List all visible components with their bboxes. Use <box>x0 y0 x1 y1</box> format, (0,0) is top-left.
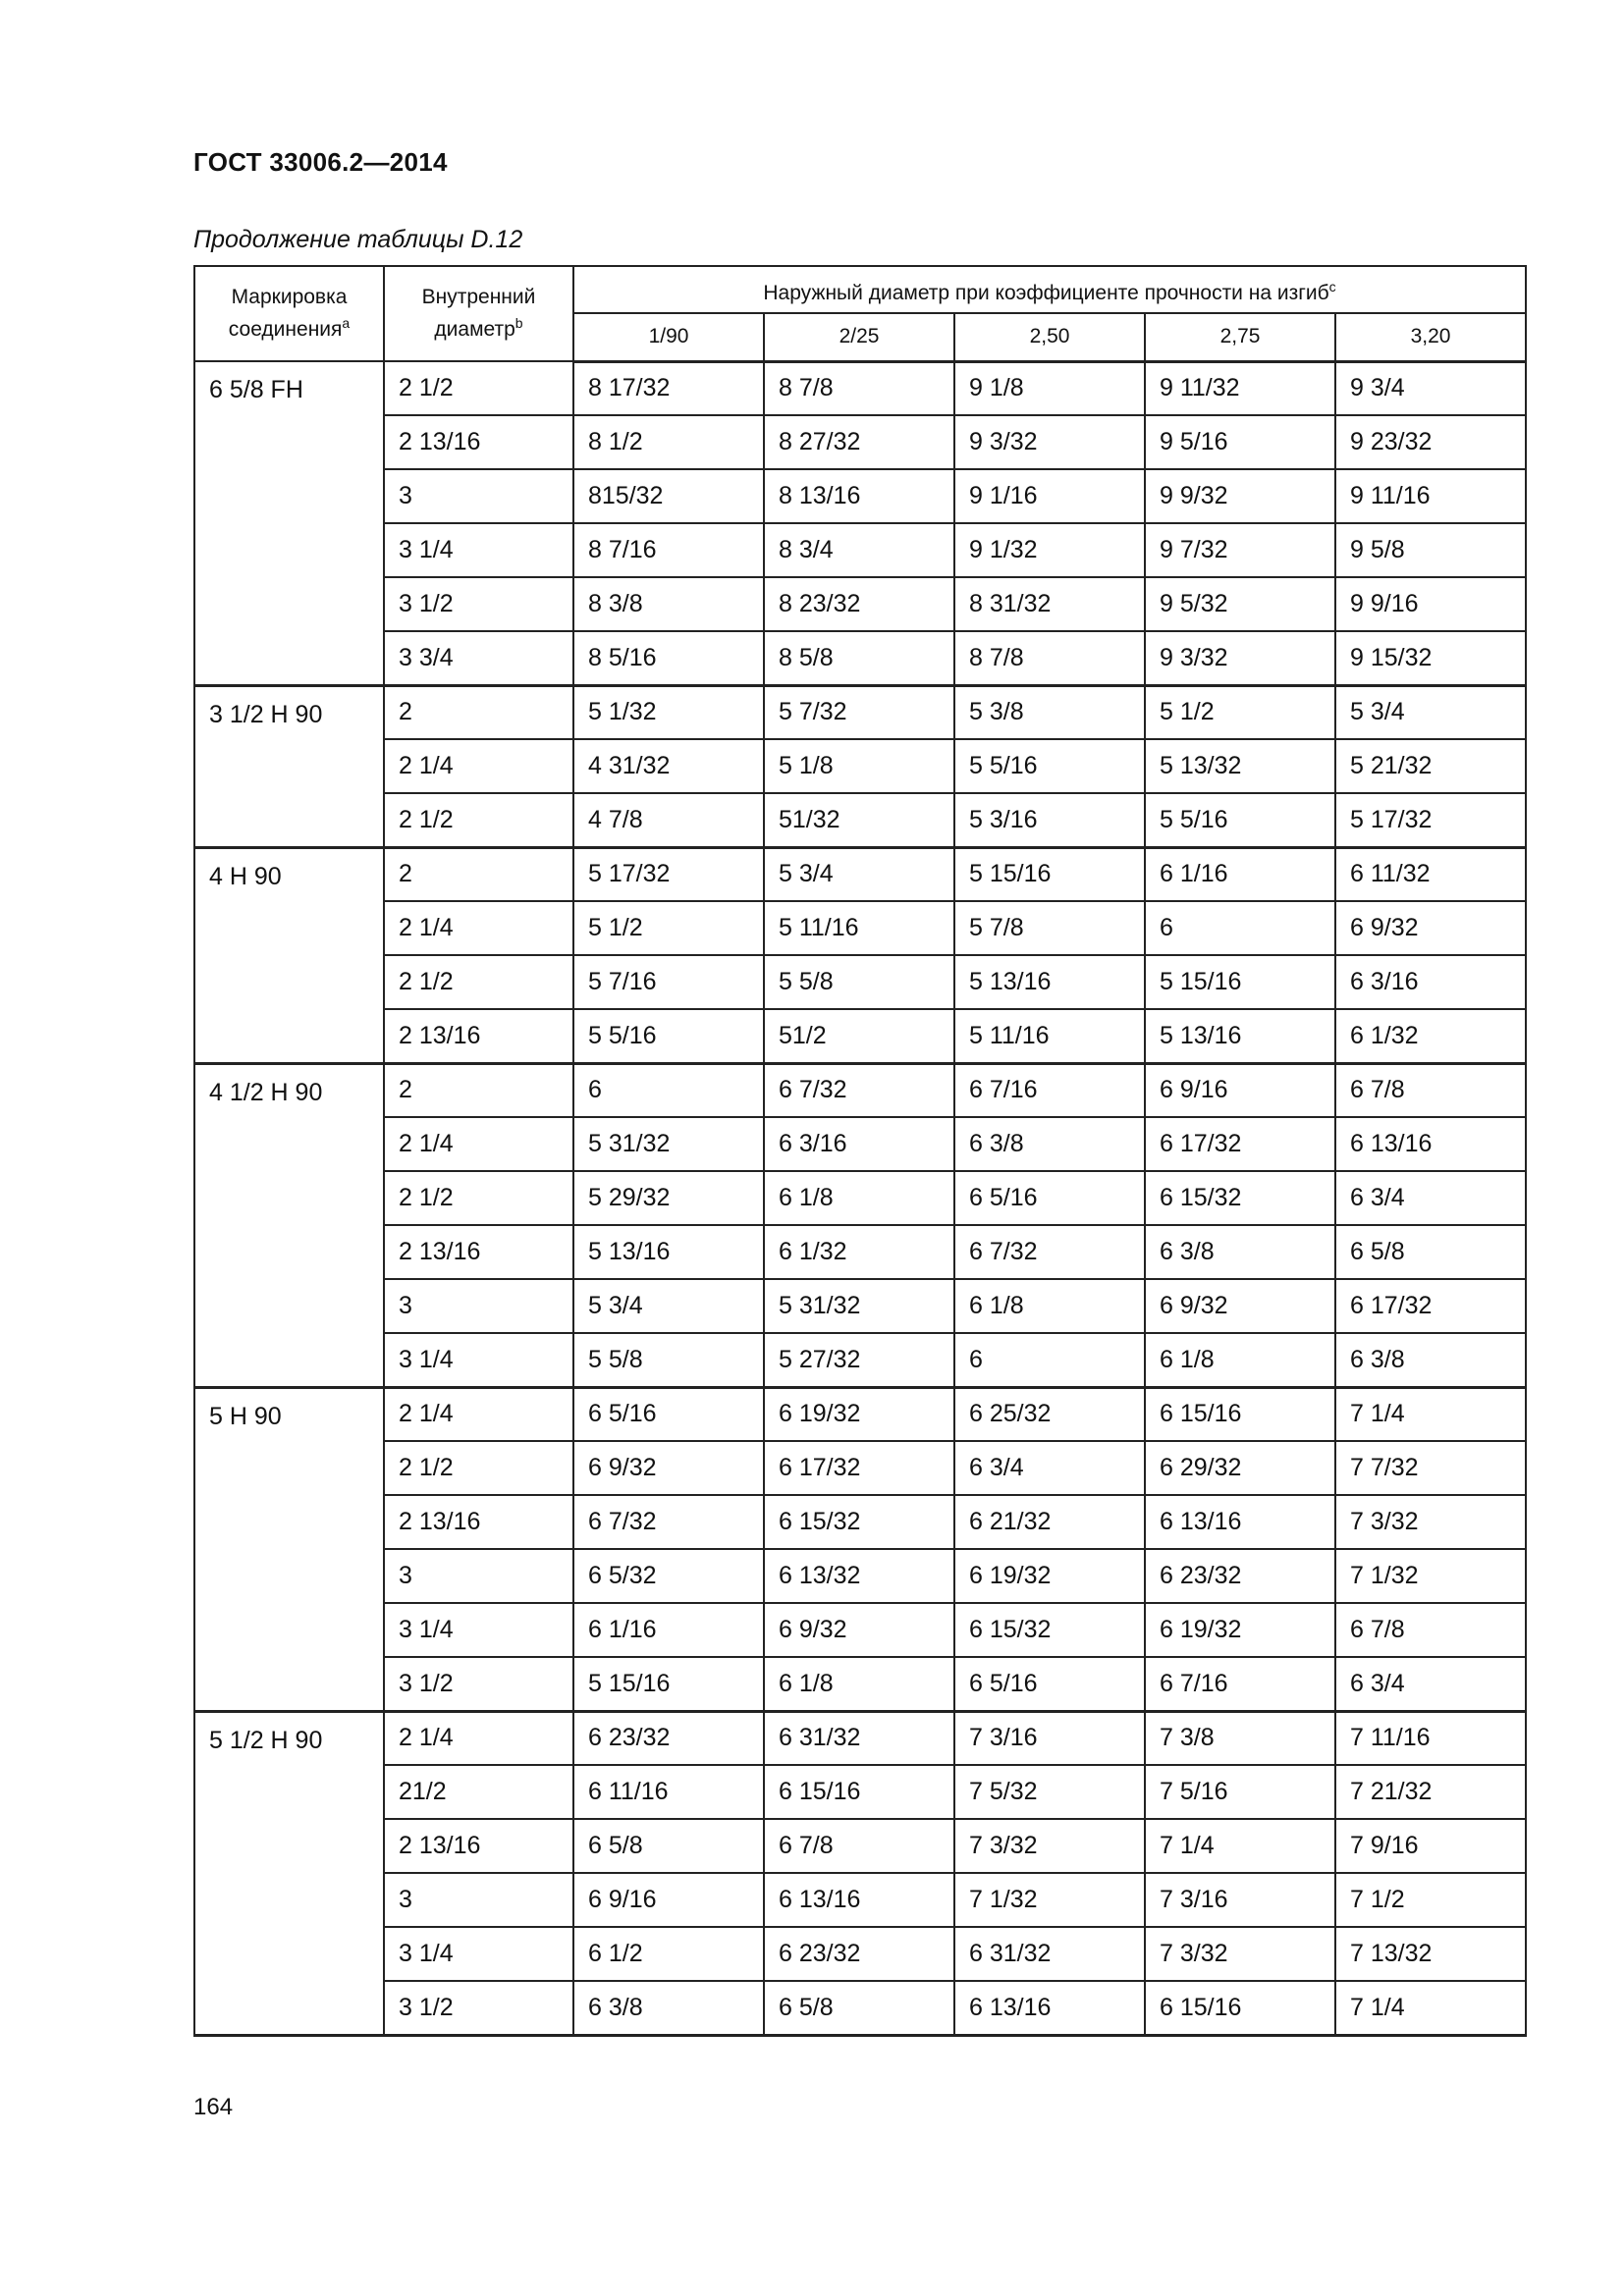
outer-diameter-cell: 9 1/16 <box>954 469 1145 523</box>
outer-diameter-cell: 6 7/16 <box>954 1063 1145 1117</box>
outer-diameter-cell: 7 3/16 <box>954 1711 1145 1765</box>
outer-diameter-cell: 6 23/32 <box>764 1927 954 1981</box>
outer-diameter-cell: 6 1/32 <box>764 1225 954 1279</box>
outer-diameter-cell: 51/32 <box>764 793 954 847</box>
outer-diameter-cell: 5 11/16 <box>954 1009 1145 1063</box>
outer-diameter-cell: 6 13/32 <box>764 1549 954 1603</box>
table-row <box>194 1603 1526 1657</box>
outer-diameter-cell: 6 21/32 <box>954 1495 1145 1549</box>
outer-diameter-cell: 5 29/32 <box>573 1171 764 1225</box>
outer-diameter-cell: 7 3/8 <box>1145 1711 1335 1765</box>
outer-diameter-cell: 7 1/32 <box>1335 1549 1526 1603</box>
document-header: ГОСТ 33006.2—2014 <box>193 147 448 177</box>
table-row <box>194 1441 1526 1495</box>
outer-diameter-cell: 6 7/32 <box>764 1063 954 1117</box>
inner-diameter-cell: 2 13/16 <box>384 1495 573 1549</box>
table-row <box>194 847 1526 901</box>
outer-diameter-cell: 8 3/8 <box>573 577 764 631</box>
outer-diameter-cell: 6 3/4 <box>1335 1171 1526 1225</box>
outer-diameter-cell: 6 17/32 <box>1335 1279 1526 1333</box>
inner-diameter-cell: 3 <box>384 1873 573 1927</box>
outer-diameter-cell: 6 13/16 <box>1145 1495 1335 1549</box>
table-row <box>194 1819 1526 1873</box>
outer-diameter-cell: 9 9/16 <box>1335 577 1526 631</box>
outer-diameter-cell: 6 23/32 <box>573 1711 764 1765</box>
outer-diameter-cell: 6 1/32 <box>1335 1009 1526 1063</box>
outer-diameter-cell: 5 5/8 <box>764 955 954 1009</box>
outer-diameter-cell: 6 3/8 <box>573 1981 764 2035</box>
table-row <box>194 577 1526 631</box>
outer-diameter-cell: 7 11/16 <box>1335 1711 1526 1765</box>
outer-diameter-cell: 9 9/32 <box>1145 469 1335 523</box>
header-ratio: 2/25 <box>764 313 954 361</box>
table-row <box>194 1387 1526 1441</box>
inner-diameter-cell: 2 1/2 <box>384 793 573 847</box>
inner-diameter-cell: 21/2 <box>384 1765 573 1819</box>
outer-diameter-cell: 6 3/4 <box>954 1441 1145 1495</box>
outer-diameter-cell: 4 31/32 <box>573 739 764 793</box>
outer-diameter-cell: 9 5/32 <box>1145 577 1335 631</box>
outer-diameter-cell: 5 3/4 <box>764 847 954 901</box>
outer-diameter-cell: 9 3/32 <box>954 415 1145 469</box>
table-row <box>194 1333 1526 1387</box>
outer-diameter-cell: 5 3/4 <box>573 1279 764 1333</box>
inner-diameter-cell: 2 1/2 <box>384 1441 573 1495</box>
header-ratio: 2,50 <box>954 313 1145 361</box>
outer-diameter-cell: 6 1/8 <box>954 1279 1145 1333</box>
outer-diameter-cell: 6 17/32 <box>1145 1117 1335 1171</box>
outer-diameter-cell: 7 5/32 <box>954 1765 1145 1819</box>
connection-marking-cell: 5 1/2 H 90 <box>194 1711 384 2035</box>
outer-diameter-cell: 6 3/8 <box>954 1117 1145 1171</box>
outer-diameter-cell: 6 9/32 <box>573 1441 764 1495</box>
inner-diameter-cell: 3 1/2 <box>384 1657 573 1711</box>
inner-diameter-cell: 2 13/16 <box>384 1009 573 1063</box>
table-row <box>194 1279 1526 1333</box>
table-row <box>194 1657 1526 1711</box>
inner-diameter-cell: 3 3/4 <box>384 631 573 685</box>
outer-diameter-cell: 5 17/32 <box>1335 793 1526 847</box>
table-row <box>194 1873 1526 1927</box>
outer-diameter-cell: 5 1/2 <box>573 901 764 955</box>
outer-diameter-cell: 6 1/2 <box>573 1927 764 1981</box>
inner-diameter-cell: 2 1/4 <box>384 1117 573 1171</box>
table-row <box>194 793 1526 847</box>
outer-diameter-cell: 7 13/32 <box>1335 1927 1526 1981</box>
table-header <box>194 266 1526 361</box>
outer-diameter-cell: 9 7/32 <box>1145 523 1335 577</box>
outer-diameter-cell: 7 1/2 <box>1335 1873 1526 1927</box>
outer-diameter-cell: 7 1/4 <box>1335 1387 1526 1441</box>
outer-diameter-cell: 5 13/16 <box>573 1225 764 1279</box>
inner-diameter-cell: 3 1/4 <box>384 1927 573 1981</box>
outer-diameter-cell: 7 3/16 <box>1145 1873 1335 1927</box>
table-row <box>194 361 1526 415</box>
connection-marking-cell: 5 H 90 <box>194 1387 384 1711</box>
outer-diameter-cell: 5 3/16 <box>954 793 1145 847</box>
outer-diameter-cell: 6 <box>954 1333 1145 1387</box>
outer-diameter-cell: 6 19/32 <box>954 1549 1145 1603</box>
outer-diameter-cell: 9 23/32 <box>1335 415 1526 469</box>
outer-diameter-cell: 8 5/16 <box>573 631 764 685</box>
outer-diameter-cell: 6 1/16 <box>573 1603 764 1657</box>
outer-diameter-cell: 6 11/16 <box>573 1765 764 1819</box>
outer-diameter-cell: 6 7/32 <box>573 1495 764 1549</box>
header-outer-diameter-footnote: c <box>1328 278 1336 294</box>
inner-diameter-cell: 2 1/4 <box>384 1387 573 1441</box>
inner-diameter-cell: 3 1/2 <box>384 577 573 631</box>
outer-diameter-cell: 6 15/16 <box>1145 1981 1335 2035</box>
outer-diameter-cell: 6 9/16 <box>573 1873 764 1927</box>
outer-diameter-cell: 6 5/16 <box>573 1387 764 1441</box>
outer-diameter-cell: 9 5/16 <box>1145 415 1335 469</box>
outer-diameter-cell: 7 21/32 <box>1335 1765 1526 1819</box>
outer-diameter-cell: 7 1/4 <box>1335 1981 1526 2035</box>
table-row <box>194 739 1526 793</box>
outer-diameter-cell: 6 15/32 <box>1145 1171 1335 1225</box>
connection-marking-cell: 6 5/8 FH <box>194 361 384 685</box>
outer-diameter-cell: 8 3/4 <box>764 523 954 577</box>
outer-diameter-cell: 6 17/32 <box>764 1441 954 1495</box>
header-ratio: 2,75 <box>1145 313 1335 361</box>
outer-diameter-cell: 5 5/16 <box>573 1009 764 1063</box>
outer-diameter-cell: 6 7/8 <box>764 1819 954 1873</box>
outer-diameter-cell: 5 7/32 <box>764 685 954 739</box>
outer-diameter-cell: 6 15/16 <box>1145 1387 1335 1441</box>
outer-diameter-cell: 7 3/32 <box>1145 1927 1335 1981</box>
header-outer-diameter <box>573 266 1526 313</box>
outer-diameter-cell: 9 11/16 <box>1335 469 1526 523</box>
inner-diameter-cell: 3 <box>384 1279 573 1333</box>
outer-diameter-cell: 6 3/16 <box>1335 955 1526 1009</box>
table-row <box>194 685 1526 739</box>
outer-diameter-cell: 5 1/2 <box>1145 685 1335 739</box>
table-row <box>194 1117 1526 1171</box>
outer-diameter-cell: 6 29/32 <box>1145 1441 1335 1495</box>
outer-diameter-cell: 5 31/32 <box>764 1279 954 1333</box>
outer-diameter-cell: 5 13/16 <box>1145 1009 1335 1063</box>
outer-diameter-cell: 7 9/16 <box>1335 1819 1526 1873</box>
outer-diameter-cell: 6 7/32 <box>954 1225 1145 1279</box>
outer-diameter-cell: 5 27/32 <box>764 1333 954 1387</box>
outer-diameter-cell: 6 5/16 <box>954 1657 1145 1711</box>
outer-diameter-cell: 8 1/2 <box>573 415 764 469</box>
outer-diameter-cell: 6 13/16 <box>1335 1117 1526 1171</box>
table-body <box>194 361 1526 2035</box>
outer-diameter-cell: 6 5/32 <box>573 1549 764 1603</box>
inner-diameter-cell: 2 1/4 <box>384 1711 573 1765</box>
table-row <box>194 469 1526 523</box>
outer-diameter-cell: 6 15/32 <box>764 1495 954 1549</box>
outer-diameter-cell: 5 15/16 <box>1145 955 1335 1009</box>
outer-diameter-cell: 6 1/8 <box>764 1171 954 1225</box>
inner-diameter-cell: 3 1/4 <box>384 1333 573 1387</box>
outer-diameter-cell: 6 <box>1145 901 1335 955</box>
connection-marking-cell: 3 1/2 H 90 <box>194 685 384 847</box>
outer-diameter-cell: 6 <box>573 1063 764 1117</box>
table-row <box>194 1171 1526 1225</box>
inner-diameter-cell: 2 1/4 <box>384 901 573 955</box>
header-marking-footnote: a <box>342 315 351 331</box>
outer-diameter-cell: 6 5/8 <box>573 1819 764 1873</box>
inner-diameter-cell: 2 <box>384 1063 573 1117</box>
outer-diameter-cell: 5 1/32 <box>573 685 764 739</box>
inner-diameter-cell: 3 <box>384 469 573 523</box>
header-marking-text: Маркировка соединения <box>228 286 348 341</box>
inner-diameter-cell: 3 1/4 <box>384 1603 573 1657</box>
outer-diameter-cell: 9 3/32 <box>1145 631 1335 685</box>
outer-diameter-cell: 6 7/16 <box>1145 1657 1335 1711</box>
outer-diameter-cell: 7 7/32 <box>1335 1441 1526 1495</box>
outer-diameter-cell: 6 31/32 <box>764 1711 954 1765</box>
outer-diameter-cell: 7 3/32 <box>954 1819 1145 1873</box>
table-row <box>194 1765 1526 1819</box>
outer-diameter-cell: 6 9/32 <box>1145 1279 1335 1333</box>
table-row <box>194 1711 1526 1765</box>
table-row <box>194 1981 1526 2035</box>
outer-diameter-cell: 5 1/8 <box>764 739 954 793</box>
inner-diameter-cell: 2 13/16 <box>384 1225 573 1279</box>
connection-marking-cell: 4 1/2 H 90 <box>194 1063 384 1387</box>
outer-diameter-cell: 51/2 <box>764 1009 954 1063</box>
inner-diameter-cell: 2 <box>384 847 573 901</box>
outer-diameter-cell: 5 15/16 <box>954 847 1145 901</box>
outer-diameter-cell: 9 11/32 <box>1145 361 1335 415</box>
outer-diameter-cell: 8 31/32 <box>954 577 1145 631</box>
inner-diameter-cell: 2 1/4 <box>384 739 573 793</box>
inner-diameter-cell: 3 1/2 <box>384 1981 573 2035</box>
table-row <box>194 1495 1526 1549</box>
outer-diameter-cell: 6 1/8 <box>1145 1333 1335 1387</box>
outer-diameter-cell: 6 9/32 <box>764 1603 954 1657</box>
outer-diameter-cell: 5 7/8 <box>954 901 1145 955</box>
page-number: 164 <box>193 2094 234 2120</box>
inner-diameter-cell: 3 1/4 <box>384 523 573 577</box>
outer-diameter-cell: 5 11/16 <box>764 901 954 955</box>
outer-diameter-cell: 8 7/16 <box>573 523 764 577</box>
outer-diameter-cell: 6 11/32 <box>1335 847 1526 901</box>
outer-diameter-cell: 8 7/8 <box>764 361 954 415</box>
outer-diameter-cell: 7 1/32 <box>954 1873 1145 1927</box>
data-table <box>193 265 1527 2037</box>
inner-diameter-cell: 2 13/16 <box>384 1819 573 1873</box>
outer-diameter-cell: 5 13/32 <box>1145 739 1335 793</box>
connection-marking-cell: 4 H 90 <box>194 847 384 1063</box>
outer-diameter-cell: 7 5/16 <box>1145 1765 1335 1819</box>
header-ratio: 3,20 <box>1335 313 1526 361</box>
table-row <box>194 1009 1526 1063</box>
outer-diameter-cell: 6 23/32 <box>1145 1549 1335 1603</box>
table-row <box>194 955 1526 1009</box>
table-row <box>194 901 1526 955</box>
header-ratio: 1/90 <box>573 313 764 361</box>
outer-diameter-cell: 5 5/16 <box>954 739 1145 793</box>
outer-diameter-cell: 9 1/8 <box>954 361 1145 415</box>
outer-diameter-cell: 6 1/8 <box>764 1657 954 1711</box>
header-inner-diameter-text: Внутренний диаметр <box>421 286 536 341</box>
outer-diameter-cell: 6 7/8 <box>1335 1063 1526 1117</box>
header-marking <box>194 266 384 361</box>
outer-diameter-cell: 7 1/4 <box>1145 1819 1335 1873</box>
table-row <box>194 631 1526 685</box>
outer-diameter-cell: 6 5/8 <box>764 1981 954 2035</box>
inner-diameter-cell: 2 1/2 <box>384 361 573 415</box>
outer-diameter-cell: 5 17/32 <box>573 847 764 901</box>
table-row <box>194 523 1526 577</box>
outer-diameter-cell: 6 3/8 <box>1335 1333 1526 1387</box>
inner-diameter-cell: 2 <box>384 685 573 739</box>
outer-diameter-cell: 5 13/16 <box>954 955 1145 1009</box>
outer-diameter-cell: 6 19/32 <box>764 1387 954 1441</box>
outer-diameter-cell: 9 3/4 <box>1335 361 1526 415</box>
outer-diameter-cell: 6 13/16 <box>764 1873 954 1927</box>
outer-diameter-cell: 5 21/32 <box>1335 739 1526 793</box>
outer-diameter-cell: 9 15/32 <box>1335 631 1526 685</box>
outer-diameter-cell: 6 25/32 <box>954 1387 1145 1441</box>
outer-diameter-cell: 6 3/8 <box>1145 1225 1335 1279</box>
outer-diameter-cell: 8 5/8 <box>764 631 954 685</box>
outer-diameter-cell: 9 5/8 <box>1335 523 1526 577</box>
outer-diameter-cell: 6 5/16 <box>954 1171 1145 1225</box>
outer-diameter-cell: 8 13/16 <box>764 469 954 523</box>
table-caption: Продолжение таблицы D.12 <box>193 226 523 253</box>
outer-diameter-cell: 6 9/16 <box>1145 1063 1335 1117</box>
outer-diameter-cell: 8 27/32 <box>764 415 954 469</box>
table-row <box>194 1549 1526 1603</box>
inner-diameter-cell: 2 1/2 <box>384 955 573 1009</box>
outer-diameter-cell: 5 15/16 <box>573 1657 764 1711</box>
inner-diameter-cell: 2 13/16 <box>384 415 573 469</box>
table-row <box>194 415 1526 469</box>
outer-diameter-cell: 5 5/16 <box>1145 793 1335 847</box>
outer-diameter-cell: 8 17/32 <box>573 361 764 415</box>
outer-diameter-cell: 6 7/8 <box>1335 1603 1526 1657</box>
header-inner-diameter <box>384 266 573 361</box>
table-row <box>194 1927 1526 1981</box>
outer-diameter-cell: 6 19/32 <box>1145 1603 1335 1657</box>
outer-diameter-cell: 6 1/16 <box>1145 847 1335 901</box>
outer-diameter-cell: 5 3/4 <box>1335 685 1526 739</box>
inner-diameter-cell: 3 <box>384 1549 573 1603</box>
outer-diameter-cell: 6 31/32 <box>954 1927 1145 1981</box>
outer-diameter-cell: 5 7/16 <box>573 955 764 1009</box>
outer-diameter-cell: 815/32 <box>573 469 764 523</box>
outer-diameter-cell: 4 7/8 <box>573 793 764 847</box>
outer-diameter-cell: 5 5/8 <box>573 1333 764 1387</box>
outer-diameter-cell: 6 9/32 <box>1335 901 1526 955</box>
outer-diameter-cell: 9 1/32 <box>954 523 1145 577</box>
outer-diameter-cell: 8 7/8 <box>954 631 1145 685</box>
table-row <box>194 1063 1526 1117</box>
outer-diameter-cell: 7 3/32 <box>1335 1495 1526 1549</box>
outer-diameter-cell: 5 31/32 <box>573 1117 764 1171</box>
outer-diameter-cell: 6 13/16 <box>954 1981 1145 2035</box>
outer-diameter-cell: 6 3/16 <box>764 1117 954 1171</box>
outer-diameter-cell: 6 15/16 <box>764 1765 954 1819</box>
outer-diameter-cell: 6 3/4 <box>1335 1657 1526 1711</box>
inner-diameter-cell: 2 1/2 <box>384 1171 573 1225</box>
outer-diameter-cell: 8 23/32 <box>764 577 954 631</box>
outer-diameter-cell: 5 3/8 <box>954 685 1145 739</box>
table-row <box>194 1225 1526 1279</box>
outer-diameter-cell: 6 15/32 <box>954 1603 1145 1657</box>
outer-diameter-cell: 6 5/8 <box>1335 1225 1526 1279</box>
header-inner-diameter-footnote: b <box>514 315 523 331</box>
header-outer-diameter-text: Наружный диаметр при коэффициенте прочности на изгиб <box>763 281 1329 304</box>
